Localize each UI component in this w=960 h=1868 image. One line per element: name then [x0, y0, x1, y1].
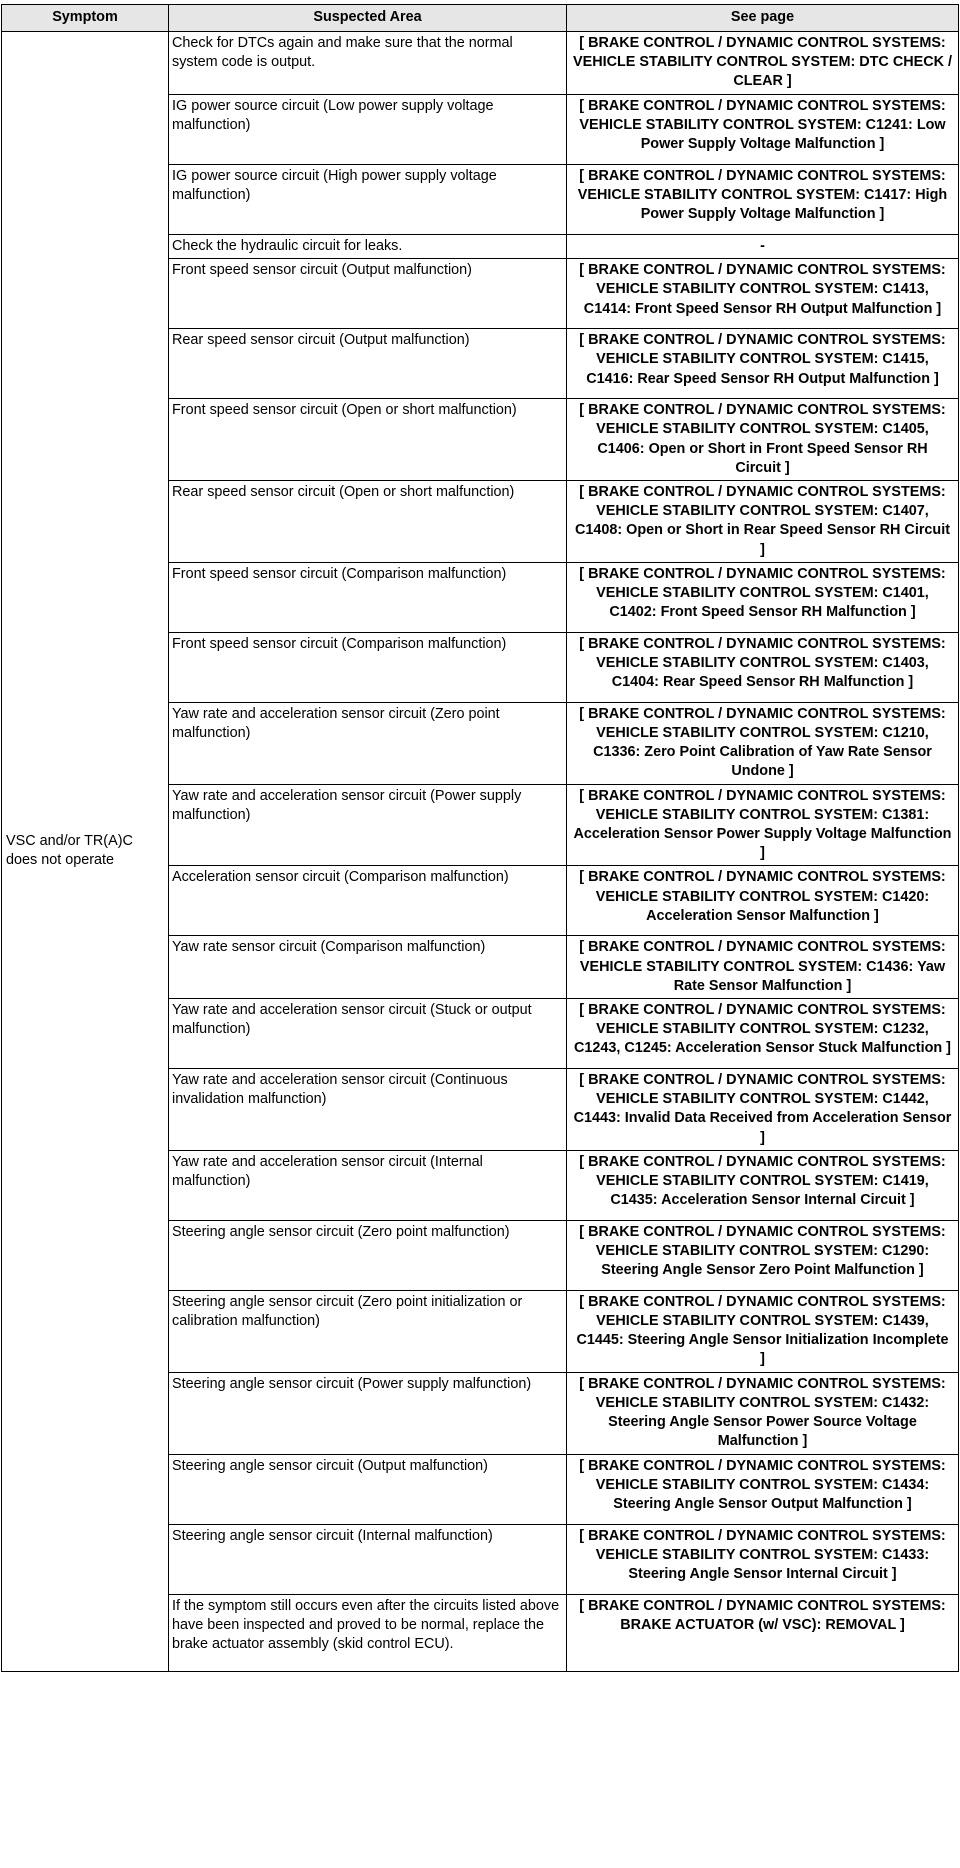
see-page-link[interactable]: [ BRAKE CONTROL / DYNAMIC CONTROL SYSTEMS: VEHICLE STABILITY CONTROL SYSTEM: C1434: Steering Angle Sensor Output Malfunction ] — [567, 1454, 959, 1524]
suspected-area-cell: Acceleration sensor circuit (Comparison malfunction) — [169, 866, 567, 936]
suspected-area-cell: Steering angle sensor circuit (Zero point initialization or calibration malfunction) — [169, 1290, 567, 1372]
see-page-link[interactable]: - — [567, 235, 959, 259]
see-page-link[interactable]: [ BRAKE CONTROL / DYNAMIC CONTROL SYSTEMS: VEHICLE STABILITY CONTROL SYSTEM: C1407, C1408: Open or Short in Rear Speed Sensor RH Circuit ] — [567, 481, 959, 563]
see-page-link[interactable]: [ BRAKE CONTROL / DYNAMIC CONTROL SYSTEMS: VEHICLE STABILITY CONTROL SYSTEM: C1420: Acceleration Sensor Malfunction ] — [567, 866, 959, 936]
see-page-link[interactable]: [ BRAKE CONTROL / DYNAMIC CONTROL SYSTEMS: VEHICLE STABILITY CONTROL SYSTEM: C1232, C1243, C1245: Acceleration Sensor Stuck Malfunction ] — [567, 999, 959, 1069]
suspected-area-cell: If the symptom still occurs even after the circuits listed above have been inspected and proved to be normal, replace the brake actuator assembly (skid control ECU). — [169, 1594, 567, 1671]
table-body — [2, 32, 959, 1672]
suspected-area-cell: Steering angle sensor circuit (Internal malfunction) — [169, 1524, 567, 1594]
header-symptom: Symptom — [2, 5, 169, 32]
suspected-area-cell: Steering angle sensor circuit (Zero point malfunction) — [169, 1220, 567, 1290]
suspected-area-cell: Yaw rate and acceleration sensor circuit (Zero point malfunction) — [169, 702, 567, 784]
suspected-area-cell: IG power source circuit (High power supply voltage malfunction) — [169, 165, 567, 235]
suspected-area-cell: Steering angle sensor circuit (Output malfunction) — [169, 1454, 567, 1524]
see-page-link[interactable]: [ BRAKE CONTROL / DYNAMIC CONTROL SYSTEMS: VEHICLE STABILITY CONTROL SYSTEM: C1432: Steering Angle Sensor Power Source Voltage Malfunction ] — [567, 1372, 959, 1454]
suspected-area-cell: Rear speed sensor circuit (Output malfunction) — [169, 329, 567, 399]
see-page-link[interactable]: [ BRAKE CONTROL / DYNAMIC CONTROL SYSTEMS: BRAKE ACTUATOR (w/ VSC): REMOVAL ] — [567, 1594, 959, 1671]
see-page-link[interactable]: [ BRAKE CONTROL / DYNAMIC CONTROL SYSTEMS: VEHICLE STABILITY CONTROL SYSTEM: C1415, C1416: Rear Speed Sensor RH Output Malfunction ] — [567, 329, 959, 399]
see-page-link[interactable]: [ BRAKE CONTROL / DYNAMIC CONTROL SYSTEMS: VEHICLE STABILITY CONTROL SYSTEM: C1381: Acceleration Sensor Power Supply Voltage Malfunction ] — [567, 784, 959, 866]
see-page-link[interactable]: [ BRAKE CONTROL / DYNAMIC CONTROL SYSTEMS: VEHICLE STABILITY CONTROL SYSTEM: C1210, C1336: Zero Point Calibration of Yaw Rate Sensor Undone ] — [567, 702, 959, 784]
suspected-area-cell: Check the hydraulic circuit for leaks. — [169, 235, 567, 259]
suspected-area-cell: Front speed sensor circuit (Output malfunction) — [169, 259, 567, 329]
see-page-link[interactable]: [ BRAKE CONTROL / DYNAMIC CONTROL SYSTEMS: VEHICLE STABILITY CONTROL SYSTEM: C1403, C1404: Rear Speed Sensor RH Malfunction ] — [567, 632, 959, 702]
suspected-area-cell: Rear speed sensor circuit (Open or short malfunction) — [169, 481, 567, 563]
see-page-link[interactable]: [ BRAKE CONTROL / DYNAMIC CONTROL SYSTEMS: VEHICLE STABILITY CONTROL SYSTEM: C1436: Yaw Rate Sensor Malfunction ] — [567, 936, 959, 999]
see-page-link[interactable]: [ BRAKE CONTROL / DYNAMIC CONTROL SYSTEMS: VEHICLE STABILITY CONTROL SYSTEM: C1405, C1406: Open or Short in Front Speed Sensor RH Circuit ] — [567, 399, 959, 481]
see-page-link[interactable]: [ BRAKE CONTROL / DYNAMIC CONTROL SYSTEMS: VEHICLE STABILITY CONTROL SYSTEM: C1442, C1443: Invalid Data Received from Acceleration Sensor ] — [567, 1069, 959, 1151]
see-page-link[interactable]: [ BRAKE CONTROL / DYNAMIC CONTROL SYSTEMS: VEHICLE STABILITY CONTROL SYSTEM: C1413, C1414: Front Speed Sensor RH Output Malfunction ] — [567, 259, 959, 329]
header-suspected-area: Suspected Area — [169, 5, 567, 32]
suspected-area-cell: Yaw rate and acceleration sensor circuit (Internal malfunction) — [169, 1150, 567, 1220]
symptom-cell: VSC and/or TR(A)C does not operate — [2, 32, 169, 1672]
symptom-table — [1, 4, 959, 1672]
suspected-area-cell: IG power source circuit (Low power supply voltage malfunction) — [169, 95, 567, 165]
suspected-area-cell: Yaw rate and acceleration sensor circuit (Power supply malfunction) — [169, 784, 567, 866]
see-page-link[interactable]: [ BRAKE CONTROL / DYNAMIC CONTROL SYSTEMS: VEHICLE STABILITY CONTROL SYSTEM: C1417: High Power Supply Voltage Malfunction ] — [567, 165, 959, 235]
see-page-link[interactable]: [ BRAKE CONTROL / DYNAMIC CONTROL SYSTEMS: VEHICLE STABILITY CONTROL SYSTEM: C1401, C1402: Front Speed Sensor RH Malfunction ] — [567, 562, 959, 632]
suspected-area-cell: Check for DTCs again and make sure that the normal system code is output. — [169, 32, 567, 95]
suspected-area-cell: Yaw rate and acceleration sensor circuit (Continuous invalidation malfunction) — [169, 1069, 567, 1151]
table-row — [2, 32, 959, 95]
see-page-link[interactable]: [ BRAKE CONTROL / DYNAMIC CONTROL SYSTEMS: VEHICLE STABILITY CONTROL SYSTEM: C1419, C1435: Acceleration Sensor Internal Circuit ] — [567, 1150, 959, 1220]
see-page-link[interactable]: [ BRAKE CONTROL / DYNAMIC CONTROL SYSTEMS: VEHICLE STABILITY CONTROL SYSTEM: C1439, C1445: Steering Angle Sensor Initialization Incomplete ] — [567, 1290, 959, 1372]
see-page-link[interactable]: [ BRAKE CONTROL / DYNAMIC CONTROL SYSTEMS: VEHICLE STABILITY CONTROL SYSTEM: DTC CHECK / CLEAR ] — [567, 32, 959, 95]
see-page-link[interactable]: [ BRAKE CONTROL / DYNAMIC CONTROL SYSTEMS: VEHICLE STABILITY CONTROL SYSTEM: C1290: Steering Angle Sensor Zero Point Malfunction ] — [567, 1220, 959, 1290]
suspected-area-cell: Front speed sensor circuit (Open or short malfunction) — [169, 399, 567, 481]
header-row — [2, 5, 959, 32]
suspected-area-cell: Yaw rate sensor circuit (Comparison malfunction) — [169, 936, 567, 999]
suspected-area-cell: Front speed sensor circuit (Comparison malfunction) — [169, 632, 567, 702]
see-page-link[interactable]: [ BRAKE CONTROL / DYNAMIC CONTROL SYSTEMS: VEHICLE STABILITY CONTROL SYSTEM: C1433: Steering Angle Sensor Internal Circuit ] — [567, 1524, 959, 1594]
suspected-area-cell: Front speed sensor circuit (Comparison malfunction) — [169, 562, 567, 632]
suspected-area-cell: Yaw rate and acceleration sensor circuit (Stuck or output malfunction) — [169, 999, 567, 1069]
suspected-area-cell: Steering angle sensor circuit (Power supply malfunction) — [169, 1372, 567, 1454]
header-see-page: See page — [567, 5, 959, 32]
see-page-link[interactable]: [ BRAKE CONTROL / DYNAMIC CONTROL SYSTEMS: VEHICLE STABILITY CONTROL SYSTEM: C1241: Low Power Supply Voltage Malfunction ] — [567, 95, 959, 165]
